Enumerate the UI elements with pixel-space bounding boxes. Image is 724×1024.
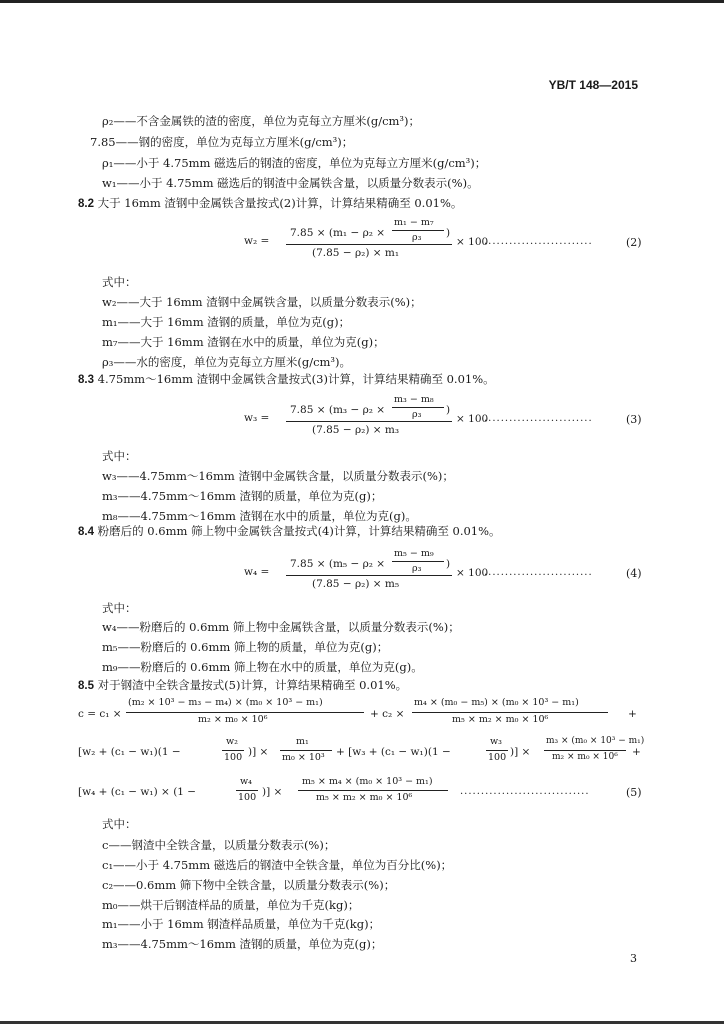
inner-fraction-bar [392, 407, 444, 408]
inner-denominator: ρ₃ [412, 232, 422, 243]
formula-lhs: w₄ = [244, 566, 270, 578]
def-c2: c₂——0.6mm 筛下物中全铁含量，以质量分数表示(%)； [102, 878, 396, 892]
inner-numerator: m₃ − m₈ [394, 394, 434, 405]
equation-number: (3) [626, 413, 642, 426]
inner-numerator: m₅ − m₉ [394, 548, 434, 559]
formula-numerator: 7.85 × (m₃ − ρ₂ × [290, 404, 386, 416]
section-text: 粉磨后的 0.6mm 筛上物中金属铁含量按式(4)计算，计算结果精确至 0.01%。 [97, 524, 501, 538]
formula-denominator: (7.85 − ρ₂) × m₃ [312, 424, 400, 436]
inner-denominator: ρ₃ [412, 563, 422, 574]
section-8-3-heading [78, 371, 495, 388]
main-fraction-bar [286, 244, 452, 245]
equation-number: (5) [626, 786, 642, 799]
formula-lead: c = c₁ × [78, 708, 122, 720]
def-w4: w₄——粉磨后的 0.6mm 筛上物中金属铁含量，以质量分数表示(%)； [102, 620, 460, 634]
def-steel-density: 7.85——钢的密度，单位为克每立方厘米(g/cm³)； [90, 135, 354, 149]
m5-denominator: m₅ × m₂ × m₀ × 10⁶ [316, 792, 413, 803]
section-8-5-heading [78, 677, 407, 694]
leader-dots: ............................... [460, 786, 590, 797]
w2-numerator: w₂ [226, 736, 238, 747]
section-8-2-heading [78, 195, 462, 212]
denominator-1: m₂ × m₀ × 10⁶ [198, 714, 268, 725]
def-rho3: ρ₃——水的密度，单位为克每立方厘米(g/cm³)。 [102, 355, 352, 369]
w3-denominator: 100 [488, 752, 507, 763]
m1-numerator: m₁ [296, 736, 309, 747]
main-fraction-bar [286, 575, 452, 576]
close-bracket: )] × [510, 746, 531, 758]
m5-fraction-bar [298, 790, 448, 791]
inner-denominator: ρ₃ [412, 409, 422, 420]
inner-fraction-bar [392, 561, 444, 562]
formula-numerator: 7.85 × (m₁ − ρ₂ × [290, 227, 386, 239]
def-w3: w₃——4.75mm～16mm 渣钢中金属铁含量，以质量分数表示(%)； [102, 469, 454, 483]
standard-code: YB/T 148—2015 [548, 78, 638, 92]
def-m7: m₇——大于 16mm 渣钢在水中的质量，单位为克(g)； [102, 335, 385, 349]
equation-number: (2) [626, 236, 642, 249]
w4-denominator: 100 [238, 792, 257, 803]
def-c: c——钢渣中全铁含量，以质量分数表示(%)； [102, 838, 336, 852]
close-paren: ) [446, 227, 451, 239]
top-border [0, 0, 724, 3]
formula-tail: × 100 [456, 236, 489, 248]
w4-numerator: w₄ [240, 776, 252, 787]
denominator-2: m₅ × m₂ × m₀ × 10⁶ [452, 714, 549, 725]
def-rho2: ρ₂——不含金属铁的渣的密度，单位为克每立方厘米(g/cm³)； [102, 114, 421, 128]
w3-fraction-bar [486, 750, 508, 751]
plus-sign: + [628, 708, 637, 720]
formula-denominator: (7.85 − ρ₂) × m₅ [312, 578, 400, 590]
w4-fraction-bar [236, 790, 258, 791]
formula-mid: + c₂ × [370, 708, 405, 720]
m5-numerator: m₅ × m₄ × (m₀ × 10³ − m₁) [302, 776, 433, 787]
def-rho1: ρ₁——小于 4.75mm 磁选后的钢渣的密度，单位为克每立方厘米(g/cm³)； [102, 156, 487, 170]
m1-denominator: m₀ × 10³ [282, 752, 325, 763]
w2-denominator: 100 [224, 752, 243, 763]
w3-numerator: w₃ [490, 736, 502, 747]
inner-fraction-bar [392, 230, 444, 231]
def-m0: m₀——烘干后钢渣样品的质量，单位为千克(kg)； [102, 898, 360, 912]
def-m1-kg: m₁——小于 16mm 钢渣样品质量，单位为千克(kg)； [102, 917, 381, 931]
main-fraction-bar [286, 421, 452, 422]
leader-dots: .......................... [484, 567, 593, 578]
fraction-bar-1 [126, 712, 364, 713]
m3-fraction-bar [544, 750, 626, 751]
numerator-2: m₄ × (m₀ − m₅) × (m₀ × 10³ − m₁) [414, 697, 579, 708]
m1-fraction-bar [280, 750, 332, 751]
formula-tail: × 100 [456, 567, 489, 579]
equation-number: (4) [626, 567, 642, 580]
where-label: 式中： [102, 817, 137, 831]
close-paren: ) [446, 404, 451, 416]
close-bracket: )] × [248, 746, 269, 758]
def-m9: m₉——粉磨后的 0.6mm 筛上物在水中的质量，单位为克(g)。 [102, 660, 423, 674]
page-number: 3 [630, 952, 637, 965]
bracket-term-w2: [w₂ + (c₁ − w₁)(1 − [78, 746, 181, 758]
bracket-term-w4: [w₄ + (c₁ − w₁) × (1 − [78, 786, 197, 798]
where-label: 式中： [102, 601, 137, 615]
section-number: 8.4 [78, 526, 94, 538]
where-label: 式中： [102, 449, 137, 463]
def-m3: m₃——4.75mm～16mm 渣钢的质量，单位为克(g)； [102, 489, 383, 503]
section-text: 对于钢渣中全铁含量按式(5)计算，计算结果精确至 0.01%。 [97, 678, 408, 692]
def-m1: m₁——大于 16mm 渣钢的质量，单位为克(g)； [102, 315, 351, 329]
section-8-4-heading [78, 523, 501, 540]
inner-numerator: m₁ − m₇ [394, 217, 434, 228]
def-w1: w₁——小于 4.75mm 磁选后的钢渣中金属铁含量，以质量分数表示(%)。 [102, 176, 479, 190]
leader-dots: .......................... [484, 236, 593, 247]
bracket-term-w3: + [w₃ + (c₁ − w₁)(1 − [336, 746, 451, 758]
leader-dots: .......................... [484, 413, 593, 424]
section-text: 4.75mm～16mm 渣钢中金属铁含量按式(3)计算，计算结果精确至 0.01%。 [97, 372, 495, 386]
close-bracket: )] × [262, 786, 283, 798]
formula-denominator: (7.85 − ρ₂) × m₁ [312, 247, 400, 259]
formula-numerator: 7.85 × (m₅ − ρ₂ × [290, 558, 386, 570]
section-number: 8.2 [78, 198, 94, 210]
numerator-1: (m₂ × 10³ − m₃ − m₄) × (m₀ × 10³ − m₁) [128, 697, 323, 708]
where-label: 式中： [102, 275, 137, 289]
fraction-bar-2 [412, 712, 608, 713]
def-m5: m₅——粉磨后的 0.6mm 筛上物的质量，单位为克(g)； [102, 640, 389, 654]
def-w2: w₂——大于 16mm 渣钢中金属铁含量，以质量分数表示(%)； [102, 295, 422, 309]
formula-lhs: w₂ = [244, 235, 270, 247]
def-m8: m₈——4.75mm～16mm 渣钢在水中的质量，单位为克(g)。 [102, 509, 417, 523]
plus-sign: + [632, 746, 641, 758]
formula-tail: × 100 [456, 413, 489, 425]
section-text: 大于 16mm 渣钢中金属铁含量按式(2)计算，计算结果精确至 0.01%。 [97, 196, 463, 210]
section-number: 8.3 [78, 374, 94, 386]
def-c1: c₁——小于 4.75mm 磁选后的钢渣中全铁含量，单位为百分比(%)； [102, 858, 453, 872]
def-m3-g: m₃——4.75mm～16mm 渣钢的质量，单位为克(g)； [102, 937, 383, 951]
formula-lhs: w₃ = [244, 412, 270, 424]
m3-denominator: m₂ × m₀ × 10⁶ [552, 752, 618, 762]
m3-numerator: m₃ × (m₀ × 10³ − m₁) [546, 736, 645, 746]
close-paren: ) [446, 558, 451, 570]
w2-fraction-bar [222, 750, 244, 751]
section-number: 8.5 [78, 680, 94, 692]
